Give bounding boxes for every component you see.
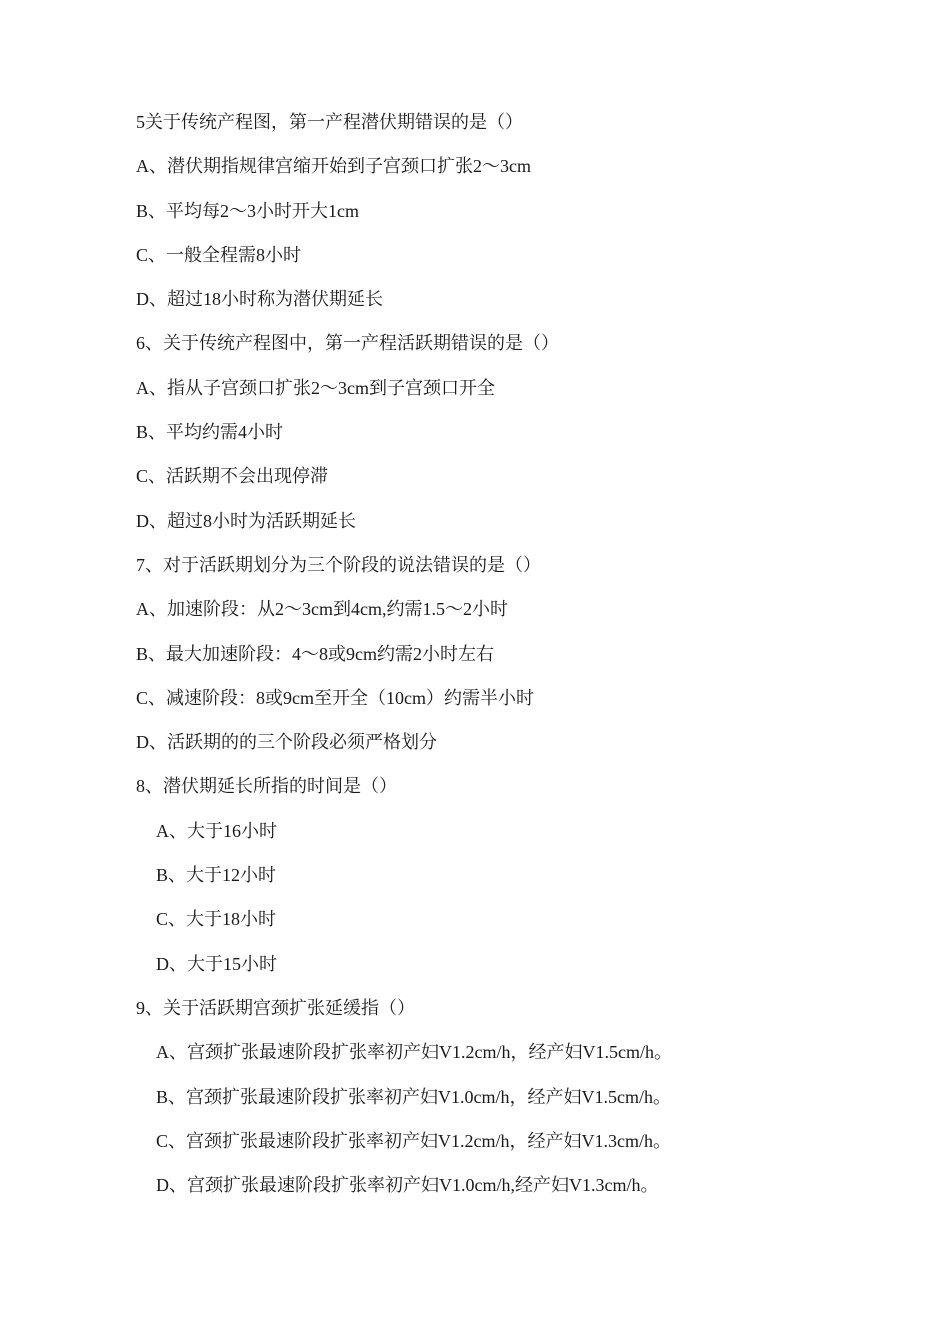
question-text-block [136,108,896,1215]
text-line: A、加速阶段：从2〜3cm到4cm,约需1.5〜2小时 [136,599,508,620]
text-line: 9、关于活跃期宫颈扩张延缓指（） [136,997,415,1018]
text-line: C、减速阶段：8或9cm至开全（10cm）约需半小时 [136,687,534,708]
text-line: B、平均每2〜3小时开大1cm [136,200,359,221]
text-line: D、宫颈扩张最速阶段扩张率初产妇V1.0cm/h,经产妇V1.3cm/h。 [156,1175,659,1196]
text-line: C、活跃期不会出现停滞 [136,466,329,487]
text-line: A、宫颈扩张最速阶段扩张率初产妇V1.2cm/h，经产妇V1.5cm/h。 [156,1042,672,1063]
text-line: A、指从子宫颈口扩张2〜3cm到子宫颈口开全 [136,377,495,398]
text-line: D、活跃期的的三个阶段必须严格划分 [136,732,437,753]
text-line: 5关于传统产程图，第一产程潜伏期错误的是（） [136,112,523,132]
text-line: B、宫颈扩张最速阶段扩张率初产妇V1.0cm/h，经产妇V1.5cm/h。 [156,1086,671,1107]
text-line: C、宫颈扩张最速阶段扩张率初产妇V1.2cm/h，经产妇V1.3cm/h。 [156,1130,671,1151]
text-line: B、平均约需4小时 [136,422,284,443]
text-line: B、最大加速阶段：4〜8或9cm约需2小时左右 [136,643,494,664]
text-line: D、超过8小时为活跃期延长 [136,510,356,531]
text-line: C、一般全程需8小时 [136,244,302,265]
text-line: 7、对于活跃期划分为三个阶段的说法错误的是（） [136,554,541,575]
text-line: C、大于18小时 [156,909,277,930]
text-line: D、大于15小时 [156,953,277,974]
text-line: B、大于12小时 [156,865,277,886]
text-line: 8、潜伏期延长所指的时间是（） [136,776,397,797]
text-line: A、潜伏期指规律宫缩开始到子宫颈口扩张2〜3cm [136,156,531,177]
text-line: 6、关于传统产程图中，第一产程活跃期错误的是（） [136,333,559,354]
text-line: A、大于16小时 [156,820,277,841]
text-line: D、超过18小时称为潜伏期延长 [136,289,383,310]
